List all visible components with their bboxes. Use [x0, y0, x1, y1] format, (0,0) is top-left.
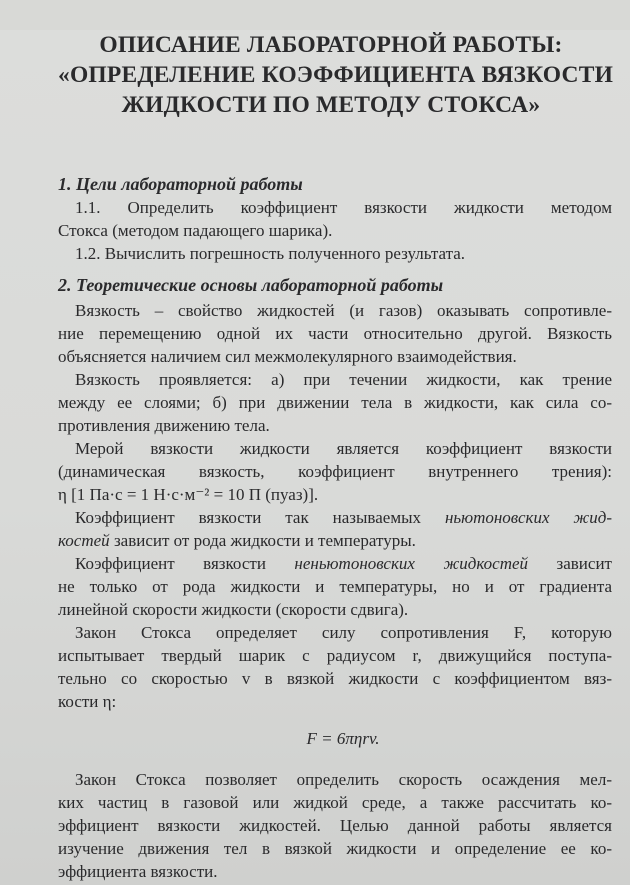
text-line: η [1 Па·с = 1 Н·с·м⁻² = 10 П (пуаз)].: [58, 485, 319, 504]
text-run: Коэффициент вязкости так называемых: [75, 508, 445, 527]
stokes-formula: F = 6πηrv.: [306, 729, 380, 748]
text-line: Закон Стокса позволяет определить скорость осаждения мел-: [75, 770, 612, 789]
title-line: «ОПРЕДЕЛЕНИЕ КОЭФФИЦИЕНТА ВЯЗКОСТИ: [58, 62, 614, 88]
text-line: [58, 552, 612, 575]
text-line: ких частиц в газовой или жидкой среде, а также рассчитать ко-: [58, 793, 612, 812]
text-line: 1.1. Определить коэффициент вязкости жидкости методом: [75, 198, 612, 217]
text-line: испытывает твердый шарик с радиусом r, движущийся поступа-: [58, 646, 612, 665]
text-line: объясняется наличием сил межмолекулярного взаимодействия.: [58, 347, 517, 366]
text-line: не только от рода жидкости и температуры, но и от градиента: [58, 577, 612, 596]
section-theory-body: [58, 299, 612, 883]
text-line: [58, 506, 612, 529]
page-title: [58, 30, 612, 120]
text-line: Мерой вязкости жидкости является коэффициент вязкости: [75, 439, 612, 458]
text-line: тельно со скоростью v в вязкой жидкости с коэффициентом вяз-: [58, 669, 612, 688]
title-line: ЖИДКОСТИ ПО МЕТОДУ СТОКСА»: [121, 92, 541, 118]
text-line: линейной скорости жидкости (скорости сдвига).: [58, 600, 409, 619]
text-line: Вязкость – свойство жидкостей (и газов) оказывать сопротивле-: [75, 301, 612, 320]
text-line: Вязкость проявляется: а) при течении жидкости, как трение: [75, 370, 612, 389]
text-line: эффициент вязкости жидкостей. Целью данной работы является: [58, 816, 612, 835]
text-run: Коэффициент вязкости: [75, 554, 295, 573]
section-heading-theory: 2. Теоретические основы лабораторной работы: [58, 275, 444, 295]
italic-term: ньютоновских жид-: [444, 508, 613, 527]
text-line: (динамическая вязкость, коэффициент внутреннего трения):: [58, 462, 612, 481]
text-line: эффициента вязкости.: [58, 862, 218, 881]
text-line: противления движению тела.: [58, 416, 270, 435]
text-line: 1.2. Вычислить погрешность полученного результата.: [75, 244, 465, 263]
text-line: [58, 529, 612, 552]
italic-term: неньютоновских жидкостей: [294, 554, 529, 573]
document-page: [0, 30, 630, 885]
text-line: кости η:: [58, 692, 117, 711]
text-line: между ее слоями; б) при движении тела в жидкости, как сила со-: [58, 393, 612, 412]
section-heading-goals: 1. Цели лабораторной работы: [58, 174, 303, 194]
italic-term: костей: [58, 531, 110, 550]
section-goals-body: [58, 196, 612, 265]
text-line: Стокса (методом падающего шарика).: [58, 221, 333, 240]
text-line: Закон Стокса определяет силу сопротивления F, которую: [75, 623, 612, 642]
text-run: зависит: [528, 554, 612, 573]
text-line: изучение движения тел в вязкой жидкости и определение ее ко-: [58, 839, 612, 858]
title-line: ОПИСАНИЕ ЛАБОРАТОРНОЙ РАБОТЫ:: [99, 32, 563, 58]
text-line: ние перемещению одной их части относительно другой. Вязкость: [58, 324, 612, 343]
text-run: зависит от рода жидкости и температуры.: [109, 531, 416, 550]
